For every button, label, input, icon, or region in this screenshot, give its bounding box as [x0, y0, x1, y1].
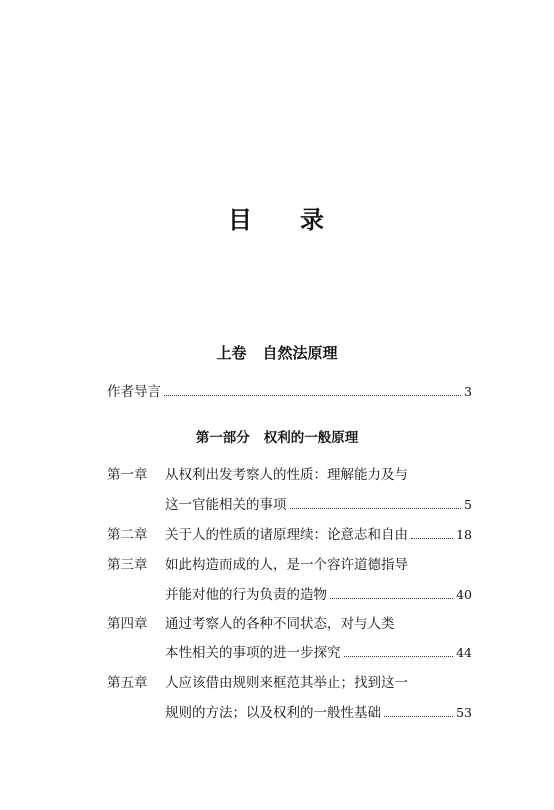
page-number: 40	[456, 587, 472, 602]
page-title	[0, 200, 554, 235]
dot-leader	[384, 716, 453, 717]
toc-entry-text: 人应该借由规则来框范其举止；找到这一	[165, 675, 408, 691]
toc-entry-chapter-2[interactable]	[107, 525, 472, 545]
dot-leader	[290, 508, 462, 509]
toc-entry-chapter-4-cont[interactable]	[165, 643, 472, 663]
toc-entry-chapter-1[interactable]	[107, 465, 472, 485]
part-name: 权利的一般原理	[263, 430, 359, 446]
dot-leader	[411, 538, 453, 539]
toc-entry-text: 如此构造而成的人，是一个容许道德指导	[165, 557, 408, 573]
volume-label: 上卷	[216, 344, 247, 362]
chapter-label: 第五章	[107, 675, 148, 691]
chapter-label: 第二章	[107, 527, 148, 543]
toc-entry-chapter-4[interactable]	[107, 614, 472, 634]
page-number: 5	[464, 497, 472, 512]
toc-entry-text: 关于人的性质的诸原理续：论意志和自由	[165, 527, 408, 543]
chapter-label: 第三章	[107, 557, 148, 573]
volume-name: 自然法原理	[262, 344, 338, 362]
part-label: 第一部分	[195, 430, 250, 446]
toc-entry-text: 作者导言	[107, 384, 161, 400]
toc-entry-text: 从权利出发考察人的性质：理解能力及与	[165, 467, 408, 483]
title-char-right: 录	[300, 205, 326, 234]
toc-entry-chapter-5-cont[interactable]	[165, 703, 472, 723]
chapter-label: 第一章	[107, 467, 148, 483]
page-number: 18	[456, 527, 472, 542]
dot-leader	[344, 656, 454, 657]
page-number: 44	[456, 645, 472, 660]
toc-entry-preface[interactable]	[107, 382, 472, 402]
toc-entry-chapter-3[interactable]	[107, 555, 472, 575]
toc-entry-text: 通过考察人的各种不同状态，对与人类	[165, 616, 395, 632]
title-char-left: 目	[228, 205, 254, 234]
dot-leader	[164, 395, 461, 396]
toc-entry-text: 规则的方法；以及权利的一般性基础	[165, 705, 381, 721]
toc-entry-chapter-5[interactable]	[107, 673, 472, 693]
toc-entry-text: 并能对他的行为负责的造物	[165, 587, 327, 603]
page-number: 3	[464, 384, 472, 399]
toc-entry-text: 这一官能相关的事项	[165, 497, 287, 513]
toc-entry-text: 本性相关的事项的进一步探究	[165, 645, 341, 661]
part-heading	[0, 426, 554, 446]
page-number: 53	[456, 705, 472, 720]
volume-heading	[0, 342, 554, 363]
dot-leader	[330, 598, 453, 599]
chapter-label: 第四章	[107, 616, 148, 632]
toc-entry-chapter-1-cont[interactable]	[165, 495, 472, 515]
toc-entry-chapter-3-cont[interactable]	[165, 585, 472, 605]
